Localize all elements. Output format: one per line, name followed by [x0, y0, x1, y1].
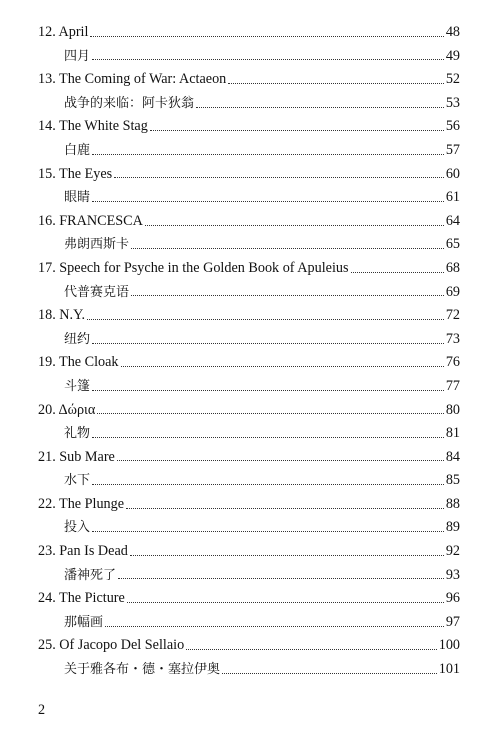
dot-leader: [121, 365, 444, 367]
toc-entry-translation: [38, 281, 460, 305]
dot-leader: [92, 58, 444, 60]
toc-entry-translation: [38, 45, 460, 69]
toc-entry-translated-title: 纽约: [64, 331, 91, 347]
toc-entry-title: 19. The Cloak: [38, 354, 119, 371]
toc-entry-translated-title: 眼睛: [64, 190, 91, 206]
toc-entry: [38, 115, 460, 139]
toc-entry-title: 15. The Eyes: [38, 165, 113, 182]
toc-entry: [38, 210, 460, 234]
toc-entry-translation: [38, 469, 460, 493]
toc-entry: [38, 21, 460, 45]
dot-leader: [351, 271, 444, 273]
dot-leader: [92, 436, 444, 438]
toc-entry-page-number: 80: [445, 401, 460, 418]
toc-entry: [38, 446, 460, 470]
toc-entry: [38, 68, 460, 92]
toc-entry-title: 23. Pan Is Dead: [38, 543, 128, 560]
toc-entry-translated-title: 礼物: [64, 426, 91, 442]
toc-entry-title: 21. Sub Mare: [38, 448, 115, 465]
toc-entry-page-number: 65: [445, 236, 460, 253]
toc-entry-translation: [38, 611, 460, 635]
toc-entry-translation: [38, 658, 460, 682]
dot-leader: [126, 507, 444, 509]
toc-entry-translated-title: 潘神死了: [64, 567, 117, 583]
toc-entry-page-number: 92: [445, 543, 460, 560]
toc-entry-page-number: 73: [445, 330, 460, 347]
dot-leader: [131, 294, 444, 296]
toc-entry-translated-title: 关于雅各布・德・塞拉伊奥: [64, 662, 221, 678]
dot-leader: [92, 342, 444, 344]
dot-leader: [114, 176, 444, 178]
toc-entry-title: 20. Δώρια: [38, 401, 96, 418]
toc-entry-translated-title: 那幅画: [64, 614, 104, 630]
page-number: 2: [38, 702, 46, 718]
toc-entry-page-number: 48: [445, 24, 460, 40]
toc-entry: [38, 351, 460, 375]
dot-leader: [131, 247, 444, 249]
toc-entry: [38, 587, 460, 611]
toc-entry-page-number: 56: [445, 118, 460, 135]
dot-leader: [145, 224, 444, 226]
toc-entry-page-number: 61: [445, 189, 460, 206]
toc-entry-title: 18. N.Y.: [38, 307, 86, 324]
toc-entry-translation: [38, 233, 460, 257]
toc-entry-page-number: 76: [445, 354, 460, 371]
toc-entry-translated-title: 弗朗西斯卡: [64, 237, 130, 253]
dot-leader: [87, 318, 444, 320]
toc-entry-page-number: 64: [445, 212, 460, 229]
toc-entry: [38, 634, 460, 658]
dot-leader: [105, 625, 444, 627]
toc-entry: [38, 540, 460, 564]
toc-entry-page-number: 89: [445, 519, 460, 536]
toc-entry-page-number: 97: [445, 613, 460, 630]
toc-entry-title: 16. FRANCESCA: [38, 212, 143, 229]
toc-entry-translated-title: 投入: [64, 520, 91, 536]
dot-leader: [127, 601, 444, 603]
dot-leader: [118, 577, 444, 579]
toc-entry-translation: [38, 564, 460, 588]
dot-leader: [92, 200, 444, 202]
toc-entry-page-number: 60: [445, 165, 460, 182]
toc-entry-page-number: 52: [445, 71, 460, 88]
toc-entry: [38, 399, 460, 423]
toc-entry-page-number: 77: [445, 377, 460, 394]
toc-entry-translation: [38, 422, 460, 446]
toc-entry-title: 12. April: [38, 24, 89, 40]
dot-leader: [92, 153, 444, 155]
toc-entry-title: 25. Of Jacopo Del Sellaio: [38, 637, 185, 654]
toc-entry-page-number: 101: [438, 661, 460, 678]
dot-leader: [186, 648, 437, 650]
toc-entry-translated-title: 斗篷: [64, 378, 91, 394]
toc-entry-page-number: 53: [445, 94, 460, 111]
toc-entry-title: 14. The White Stag: [38, 118, 148, 135]
toc-entry-title: 22. The Plunge: [38, 495, 125, 512]
dot-leader: [228, 82, 444, 84]
dot-leader: [90, 35, 443, 37]
toc-entry-translated-title: 四月: [64, 48, 91, 64]
toc-entry-translated-title: 白鹿: [64, 142, 91, 158]
toc-entry-page-number: 72: [445, 307, 460, 324]
toc-entry-translation: [38, 139, 460, 163]
toc-entry-page-number: 93: [445, 566, 460, 583]
toc-entry-title: 13. The Coming of War: Actaeon: [38, 71, 227, 88]
toc-entry-page-number: 85: [445, 472, 460, 489]
toc-entry-translation: [38, 92, 460, 116]
dot-leader: [222, 672, 437, 674]
dot-leader: [150, 129, 444, 131]
toc-entry: [38, 163, 460, 187]
dot-leader: [92, 530, 444, 532]
dot-leader: [92, 389, 444, 391]
toc-entry-page-number: 69: [445, 283, 460, 300]
toc-entry: [38, 304, 460, 328]
toc-entry: [38, 257, 460, 281]
toc-entry-page-number: 68: [445, 259, 460, 276]
toc-entry-page-number: 81: [445, 425, 460, 442]
toc-entry-translation: [38, 186, 460, 210]
dot-leader: [130, 554, 444, 556]
toc-entry-page-number: 100: [438, 637, 460, 654]
toc-entry-page-number: 96: [445, 590, 460, 607]
toc-entry-page-number: 88: [445, 495, 460, 512]
dot-leader: [97, 412, 444, 414]
toc-entry-page-number: 57: [445, 141, 460, 158]
toc-entry-translated-title: 水下: [64, 473, 91, 489]
dot-leader: [196, 106, 444, 108]
toc-entry-translated-title: 战争的来临：阿卡狄翁: [64, 95, 195, 111]
table-of-contents: [38, 21, 460, 682]
toc-entry: [38, 493, 460, 517]
toc-entry-translation: [38, 516, 460, 540]
dot-leader: [117, 459, 444, 461]
toc-entry-translation: [38, 375, 460, 399]
dot-leader: [92, 483, 444, 485]
toc-entry-title: 17. Speech for Psyche in the Golden Book of Apuleius: [38, 259, 349, 276]
toc-entry-page-number: 49: [445, 47, 460, 64]
toc-entry-translated-title: 代普赛克语: [64, 284, 130, 300]
toc-entry-title: 24. The Picture: [38, 590, 125, 607]
toc-entry-translation: [38, 328, 460, 352]
toc-entry-page-number: 84: [445, 448, 460, 465]
